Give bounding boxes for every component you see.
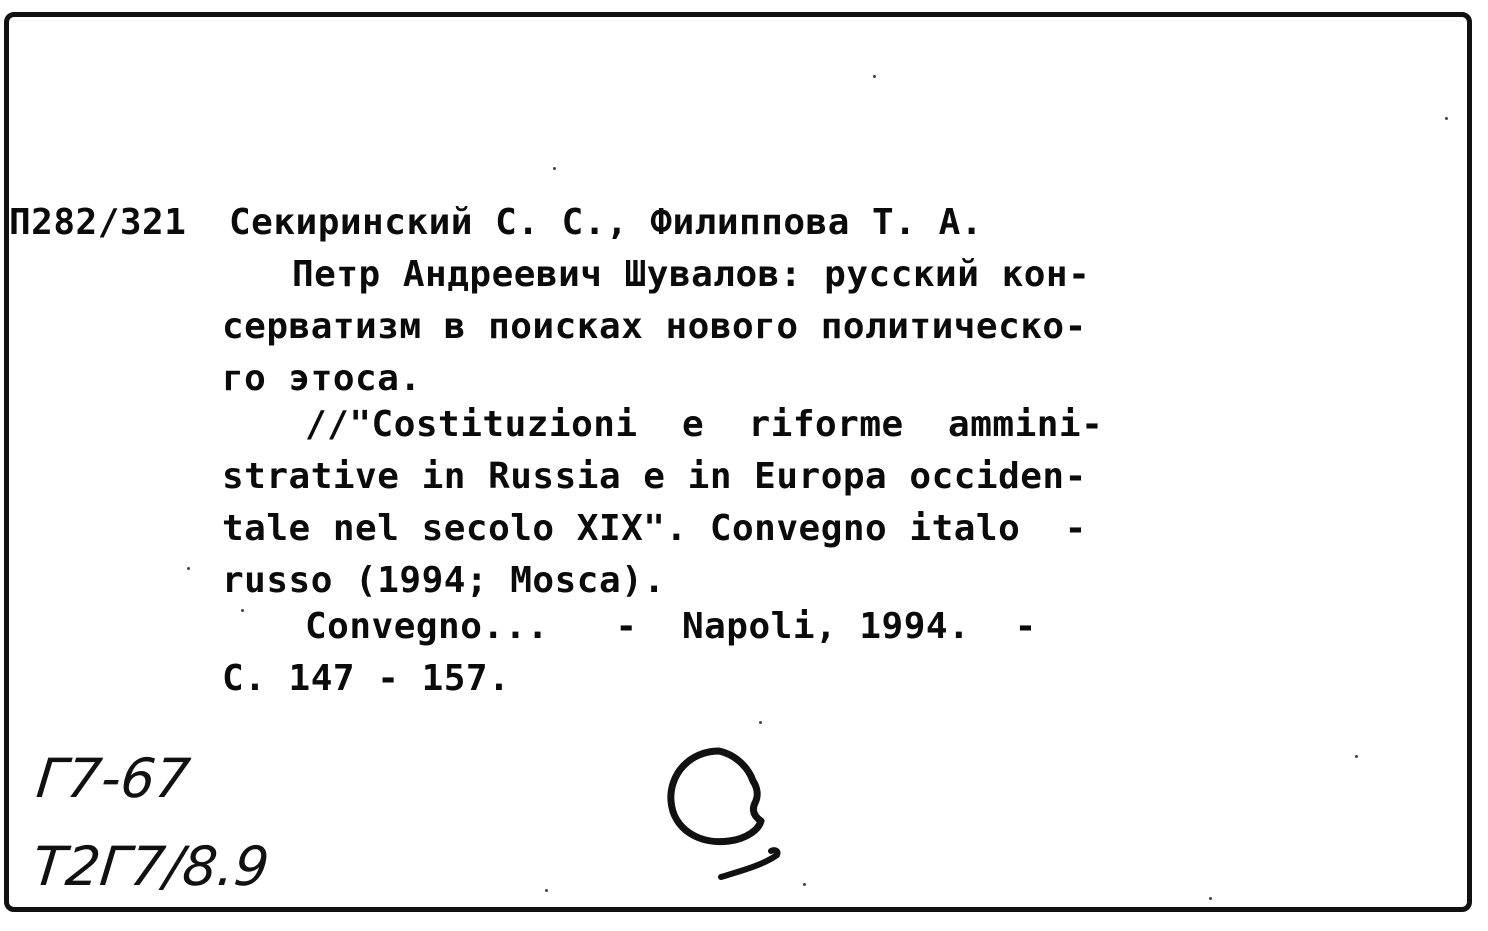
speck (553, 167, 556, 170)
title-line-1: Петр Андреевич Шувалов: русский кон- (292, 254, 1091, 295)
speck (187, 567, 190, 570)
handwritten-shelf-mark-1: Г7-67 (33, 747, 193, 810)
pages-line: С. 147 - 157. (222, 658, 511, 699)
source-line-4: russo (1994; Mosca). (222, 560, 666, 601)
speck (545, 889, 548, 892)
speck (1355, 755, 1358, 758)
speck (241, 609, 244, 612)
title-line-3: го этоса. (222, 358, 422, 399)
speck (759, 721, 762, 724)
source-line-2: strative in Russia e in Europa occiden- (222, 456, 1087, 497)
speck (1209, 897, 1212, 900)
imprint-line: Convegno... - Napoli, 1994. - (305, 606, 1037, 647)
authors: Секиринский С. С., Филиппова Т. А. (229, 202, 983, 243)
handwritten-shelf-mark-2: Т2Г7/8.9 (29, 835, 273, 898)
title-line-2: серватизм в поисках нового политическо- (222, 306, 1087, 347)
catalog-card (4, 12, 1472, 912)
call-number: П282/321 (9, 202, 187, 243)
source-line-1: //"Costituzioni e riforme ammini- (305, 404, 1104, 445)
source-line-3: tale nel secolo XIX". Convegno italo - (222, 508, 1087, 549)
speck (1445, 117, 1448, 120)
speck (873, 75, 876, 78)
circle-stamp-icon (659, 737, 799, 887)
speck (803, 883, 806, 886)
